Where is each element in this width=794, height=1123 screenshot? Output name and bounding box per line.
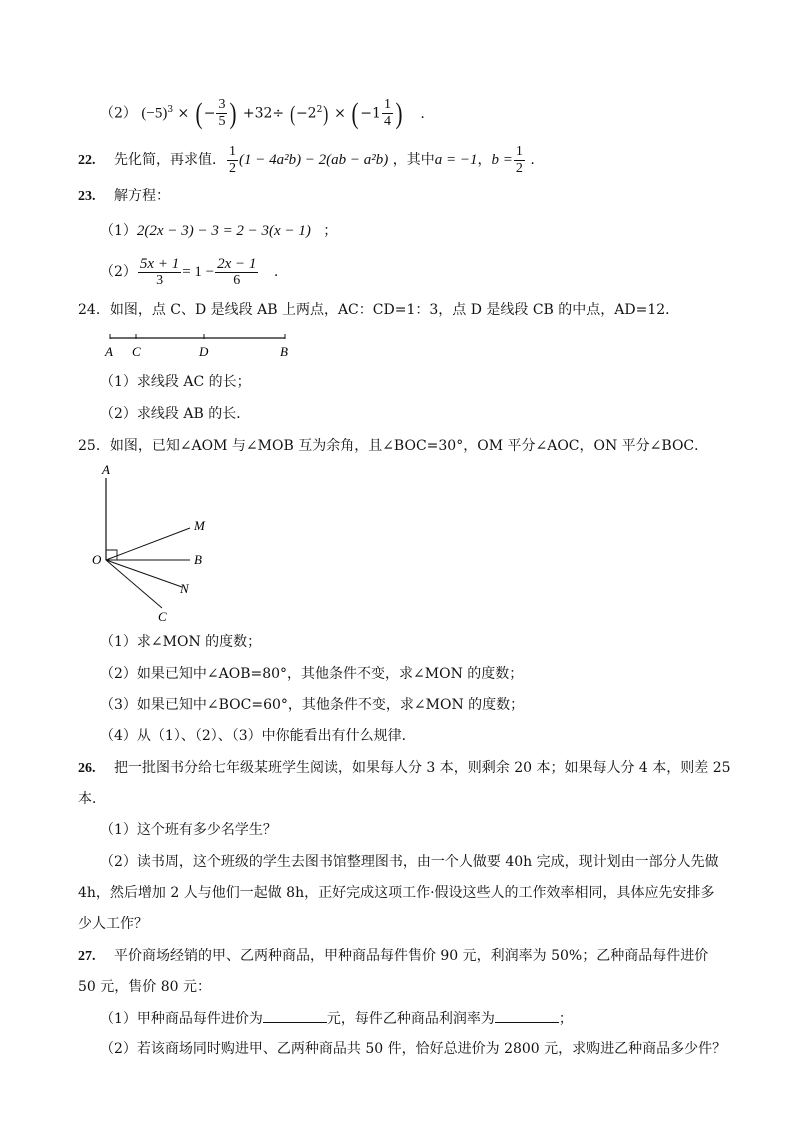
- q23-heading: [78, 186, 170, 207]
- q22-text: 先化简，再求值．: [113, 152, 226, 168]
- q21-exp1: 3: [167, 105, 174, 115]
- fig24-label-b: B: [280, 344, 288, 359]
- q21-frac-den: 5: [218, 114, 226, 130]
- q27-blank-profit-rate[interactable]: [495, 1008, 559, 1023]
- q21-mixed-whole: −1: [360, 105, 381, 122]
- q22-end: .: [530, 152, 535, 168]
- q21-mixed-num: 1: [383, 97, 391, 113]
- q21-term2: +32÷: [242, 105, 285, 122]
- q24-segment-figure: [100, 330, 300, 360]
- q22-number: 22.: [78, 153, 96, 168]
- q22-half-num: 1: [228, 143, 236, 159]
- q22-where: ，其中: [392, 152, 435, 168]
- q21-mixed-den: 4: [383, 114, 391, 130]
- q23-left-fraction: [138, 256, 181, 289]
- q21-inner2: −2: [295, 105, 317, 122]
- q27-line1: [78, 946, 708, 967]
- q21-part2: （2） $(-5)^3$ × ( − $\frac{3}{5}$ ) $+32\div (-2^2)$ × ( −1 $\frac{1}{4}$ ) .: [100, 96, 425, 130]
- q23-text: 解方程：: [113, 188, 170, 204]
- fig24-label-a: A: [105, 344, 113, 359]
- q22-b-num: 1: [515, 143, 523, 159]
- q23-part2: [100, 254, 278, 290]
- q25-part1: （1）求∠MON 的度数；: [100, 634, 262, 650]
- q23-part2-end: .: [273, 264, 279, 280]
- q25-part4: （4）从（1）、（2）、（3）中你能看出有什么规律．: [100, 728, 416, 744]
- q27-part1-text-c: ；: [558, 1011, 573, 1027]
- q27-number: 27.: [78, 949, 96, 964]
- q26-part2-line3: 少人工作？: [78, 916, 148, 932]
- q27-part1: [100, 1008, 573, 1029]
- q26-part1: （1）这个班有多少名学生？: [100, 822, 277, 838]
- q21-end: .: [420, 105, 425, 122]
- q27-blank-cost[interactable]: [263, 1008, 327, 1023]
- q26-part2-line2: 4h，然后增加 2 人与他们一起做 8h，正好完成这项工作·假设这些人的工作效率相同，具体应先安排多: [78, 885, 715, 901]
- q26-part2-line1: （2）读书周，这个班级的学生去图书馆整理图书，由一个人做要 40h 完成，现计划由一部分人先做: [100, 854, 719, 870]
- q27-part1-text-b: 元，每件乙种商品利润率为: [326, 1011, 495, 1027]
- fig25-label-c: C: [158, 609, 167, 624]
- q23-part1-end: ；: [323, 223, 338, 239]
- q22-b-den: 2: [515, 160, 523, 176]
- q21-times1: ×: [177, 105, 190, 122]
- q21-mixed-fraction: [382, 97, 393, 130]
- q22-half-den: 2: [228, 160, 236, 176]
- q25-part2: （2）如果已知中∠AOB=80°，其他条件不变，求∠MON 的度数；: [100, 666, 524, 682]
- q24-text: 24．如图，点 C、D 是线段 AB 上两点，AC：CD=1：3，点 D 是线段 CB 的中点，AD=12．: [78, 302, 680, 318]
- q27-part2: （2）若该商场同时购进甲、乙两种商品共 50 件，恰好总进价为 2800 元，求购进乙种商品多少件？: [100, 1041, 727, 1057]
- q25-text: 25．如图，已知∠AOM 与∠MOB 互为余角，且∠BOC=30°，OM 平分∠AOC，ON 平分∠BOC．: [78, 438, 709, 454]
- q27-line2: 50 元，售价 80 元：: [78, 979, 211, 995]
- q22-cond-a: a = −1: [434, 152, 478, 168]
- q23-right-fraction: [215, 256, 258, 289]
- q22-comma: ，: [477, 152, 492, 168]
- q23-part2-label: （2）: [100, 264, 137, 280]
- fig25-label-n: N: [180, 581, 189, 596]
- q22-expression: (1 − 4a²b) − 2(ab − a²b): [238, 152, 389, 168]
- q23-left-den: 3: [156, 272, 164, 288]
- fig25-label-o: O: [92, 552, 102, 567]
- q26-text: 把一批图书分给七年级某班学生阅读，如果每人分 3 本，则剩余 20 本；如果每人分 4 本，则差 25: [113, 760, 731, 776]
- q21-term1: (−5): [141, 105, 168, 122]
- q21-frac-num: 3: [218, 97, 226, 113]
- q23-part1-label: （1）: [100, 223, 137, 239]
- q23-left-num: 5x + 1: [139, 255, 180, 272]
- fig24-label-d: D: [199, 344, 209, 359]
- q23-middle: = 1 −: [182, 264, 215, 280]
- q23-number: 23.: [78, 189, 96, 204]
- q25-part3: （3）如果已知中∠BOC=60°，其他条件不变，求∠MON 的度数；: [100, 697, 525, 713]
- q27-text: 平价商场经销的甲、乙两种商品，甲种商品每件售价 90 元，利润率为 50%；乙种商品每件进价: [113, 948, 709, 964]
- q23-part1: [100, 221, 337, 241]
- q23-right-num: 2x − 1: [217, 255, 257, 272]
- q21-exp2: 2: [316, 105, 323, 115]
- q26-number: 26.: [78, 761, 96, 776]
- q27-part1-text-a: （1）甲种商品每件进价为: [100, 1011, 263, 1027]
- fig24-label-c: C: [132, 344, 141, 359]
- q22-half: [227, 144, 238, 177]
- q21-times2: ×: [334, 105, 346, 122]
- q21-part2-label: （2）: [100, 105, 137, 122]
- q24-part2: （2）求线段 AB 的长．: [100, 406, 251, 422]
- q21-fraction: [216, 97, 227, 130]
- q21-neg: −: [203, 105, 216, 122]
- q23-right-den: 6: [233, 272, 241, 288]
- q22-b-fraction: [514, 144, 525, 177]
- q24-part1: （1）求线段 AC 的长；: [100, 374, 251, 390]
- q26-line1: [78, 758, 731, 779]
- fig25-label-a: A: [102, 462, 110, 477]
- q22-cond-b: b =: [491, 152, 513, 168]
- q26-line2: 本．: [78, 791, 106, 807]
- q22: [78, 142, 535, 178]
- fig25-label-m: M: [194, 518, 205, 533]
- q23-part1-expression: 2(2x − 3) − 3 = 2 − 3(x − 1): [136, 223, 311, 239]
- fig25-label-b: B: [194, 552, 202, 567]
- q25-angle-figure: [90, 462, 230, 627]
